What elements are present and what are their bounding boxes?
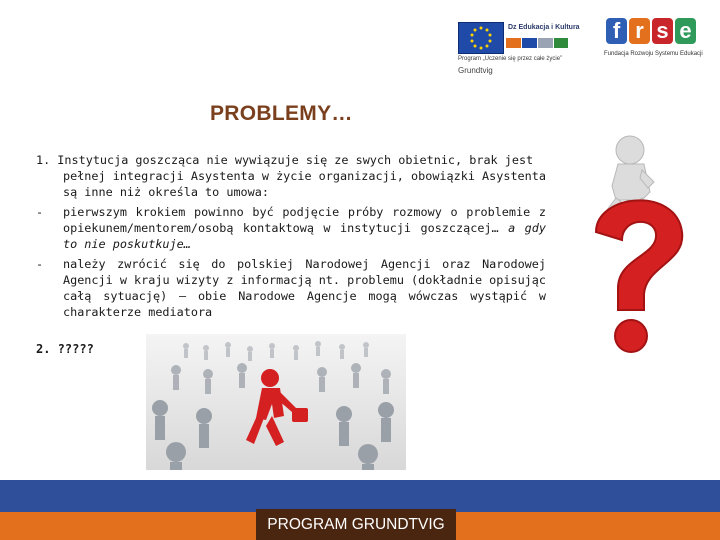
eu-flag-icon: [458, 22, 504, 54]
question-mark-illustration: [566, 128, 708, 364]
frse-logo: [600, 18, 710, 62]
bullet-dash: -: [36, 257, 44, 271]
content-block: [36, 152, 546, 320]
frse-letters: [606, 18, 696, 48]
eu-logo-line3: Grundtvig: [458, 66, 493, 75]
bullet-dash: -: [36, 205, 44, 219]
eu-logo-line1: Dz Edukacja i Kultura: [508, 24, 580, 31]
page-title: PROBLEMY…: [210, 102, 353, 125]
frse-letter-r: r: [629, 18, 650, 44]
bullet-item-1: [36, 204, 546, 252]
footer-program-label: PROGRAM GRUNDTVIG: [256, 509, 456, 540]
bullet-item-2: [36, 256, 546, 320]
frse-letter-f: f: [606, 18, 627, 44]
crowd-illustration: [146, 334, 406, 470]
bullet-2-text: należy zwrócić się do polskiej Narodowej Agencji oraz Narodowej Agencji w kraju wizyty z informacją nt. problemu (dokładnie opisując całą sytuację) – obie Narodowe Agencje mogą wówczas wystąpić w charakterze mediatora: [63, 257, 546, 319]
footer-blue-bar: [0, 480, 720, 512]
list-item-1: 1. Instytucja goszcząca nie wywiązuje się ze swych obietnic, brak jest pełnej integracji Asystenta w życie organizacji, obowiązki Asystenta są inne niż określa to umowa:: [36, 153, 546, 199]
eu-program-logo: [456, 18, 580, 80]
frse-letter-s: s: [652, 18, 673, 44]
bullet-1-text: pierwszym krokiem powinno być podjęcie próby rozmowy o problemie z opiekunem/mentorem/osobą kontaktową w instytucji goszczącej…: [63, 205, 546, 235]
llp-stripe-icon: [506, 38, 568, 48]
list-item-2: 2. ?????: [36, 342, 94, 356]
eu-logo-line2: Program „Uczenie się przez całe życie”: [458, 56, 563, 62]
bullet-1-italic: a gdy to nie poskutkuje…: [63, 221, 546, 251]
frse-letter-e: e: [675, 18, 696, 44]
frse-subtitle: Fundacja Rozwoju Systemu Edukacji: [604, 51, 703, 57]
